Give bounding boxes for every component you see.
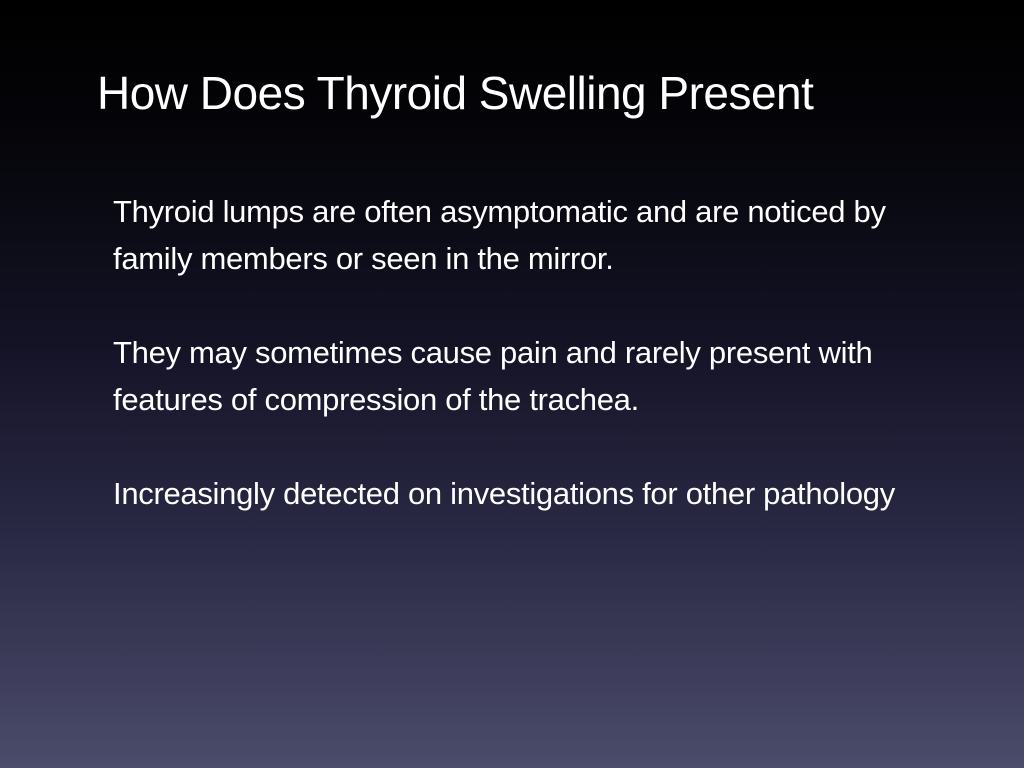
paragraph-incidental-detection: Increasingly detected on investigations for other pathology <box>113 476 895 511</box>
slide-body <box>113 188 933 517</box>
paragraph-pain-compression: They may sometimes cause pain and rarely present with features of compression of the trachea. <box>113 335 873 417</box>
paragraph-asymptomatic: Thyroid lumps are often asymptomatic and are noticed by family members or seen in the mirror. <box>113 194 886 276</box>
slide-title: How Does Thyroid Swelling Present <box>97 67 814 119</box>
